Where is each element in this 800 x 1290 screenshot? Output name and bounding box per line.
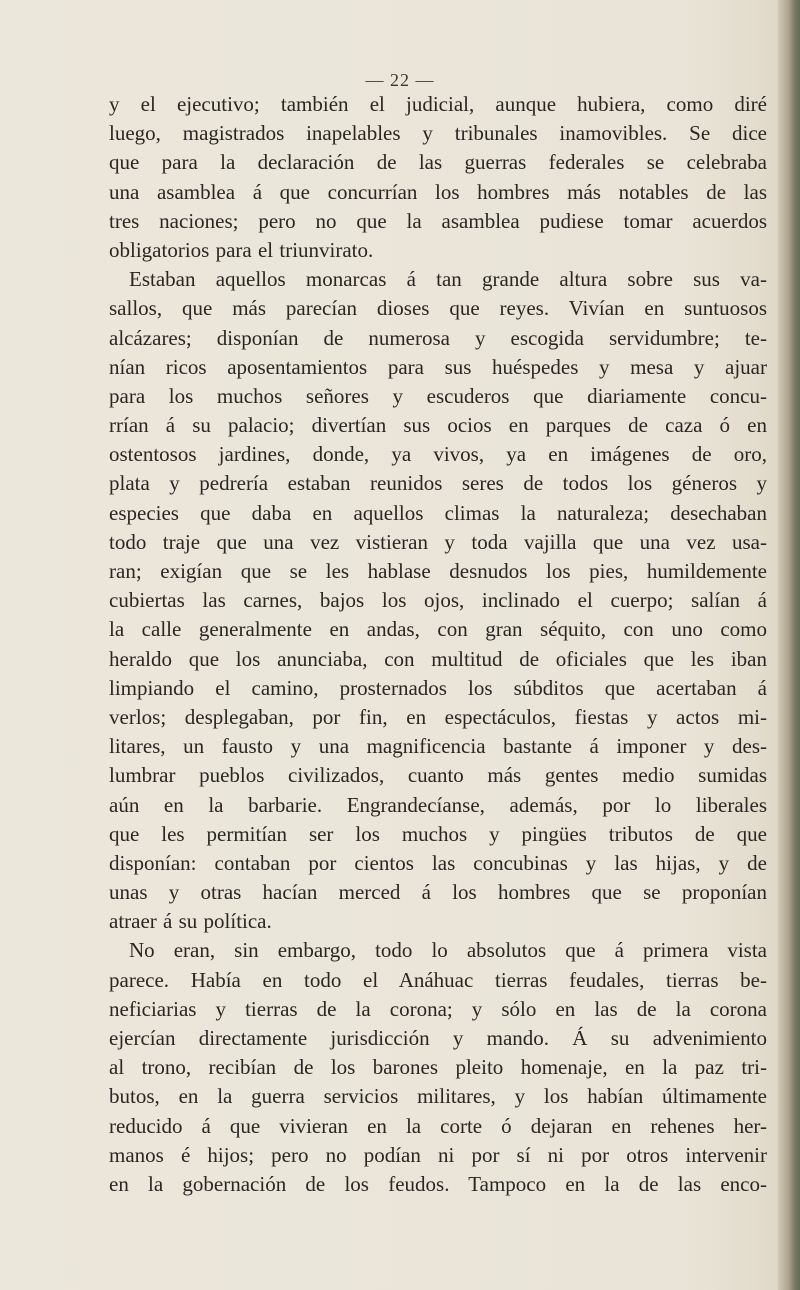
text-line: heraldo que los anunciaba, con multitud de oficiales que les iban [109,646,767,671]
text-line: ejercían directamente jurisdicción y mando. Á su advenimiento [109,1026,767,1050]
text-line: especies que daba en aquellos climas la naturaleza; desechaban [109,500,767,525]
text-line: al trono, recibían de los barones pleito homenaje, en la paz tri- [109,1055,767,1080]
text-line: litares, un fausto y una magnificencia bastante á imponer y des- [109,734,767,759]
text-line: ran; exigían que se les hablase desnudos los pies, humildemente [109,559,767,583]
text-line: tres naciones; pero no que la asamblea pudiese tomar acuerdos [109,208,767,233]
page-number: — 22 — [365,70,435,90]
text-line: la calle generalmente en andas, con gran séquito, con uno como [109,617,767,642]
text-line: reducido á que vivieran en la corte ó dejaran en rehenes her- [109,1113,767,1138]
text-line: parece. Había en todo el Anáhuac tierras feudales, tierras be- [109,967,767,992]
text-line: una asamblea á que concurrían los hombres más notables de las [109,179,767,204]
text-line: manos é hijos; pero no podían ni por sí ni por otros intervenir [109,1142,767,1167]
text-line: todo traje que una vez vistieran y toda vajilla que una vez usa- [109,529,767,554]
text-line: limpiando el camino, prosternados los súbditos que acertaban á [109,675,767,700]
text-line: unas y otras hacían merced á los hombres que se proponían [109,880,767,905]
text-line: sallos, que más parecían dioses que reyes. Vivían en suntuosos [109,296,767,321]
text-line: Estaban aquellos monarcas á tan grande altura sobre sus va- [129,267,767,292]
page-edge-shadow [778,0,800,1290]
text-line: disponían: contaban por cientos las concubinas y las hijas, y de [109,850,767,875]
text-line: alcázares; disponían de numerosa y escogida servidumbre; te- [109,325,767,350]
text-line: ostentosos jardines, donde, ya vivos, ya en imágenes de oro, [109,442,767,467]
text-line: y el ejecutivo; también el judicial, aunque hubiera, como diré [109,92,767,116]
text-line: luego, magistrados inapelables y tribunales inamovibles. Se dice [109,121,767,146]
text-line: que les permitían ser los muchos y pingües tributos de que [109,821,767,846]
text-line: obligatorios para el triunvirato. [109,237,374,262]
text-line: rrían á su palacio; divertían sus ocios en parques de caza ó en [109,413,767,438]
text-line: verlos; desplegaban, por fin, en espectáculos, fiestas y actos mi- [109,704,767,729]
text-line: cubiertas las carnes, bajos los ojos, inclinado el cuerpo; salían á [109,588,767,613]
text-line: aún en la barbarie. Engrandecíanse, además, por lo liberales [109,792,767,817]
text-line: nían ricos aposentamientos para sus huéspedes y mesa y ajuar [109,354,767,379]
text-line: para los muchos señores y escuderos que diariamente concu- [109,383,767,408]
text-line: neficiarias y tierras de la corona; y sólo en las de la corona [109,996,767,1021]
text-line: en la gobernación de los feudos. Tampoco en la de las enco- [109,1171,767,1196]
text-line: No eran, sin embargo, todo lo absolutos que á primera vista [129,938,767,963]
text-line: plata y pedrería estaban reunidos seres de todos los géneros y [109,471,767,496]
body-text [109,90,767,1199]
text-line: que para la declaración de las guerras federales se celebraba [109,150,767,175]
text-line: lumbrar pueblos civilizados, cuanto más gentes medio sumidas [109,763,767,788]
text-line: butos, en la guerra servicios militares, y los habían últimamente [109,1084,767,1109]
text-line: atraer á su política. [109,909,272,934]
